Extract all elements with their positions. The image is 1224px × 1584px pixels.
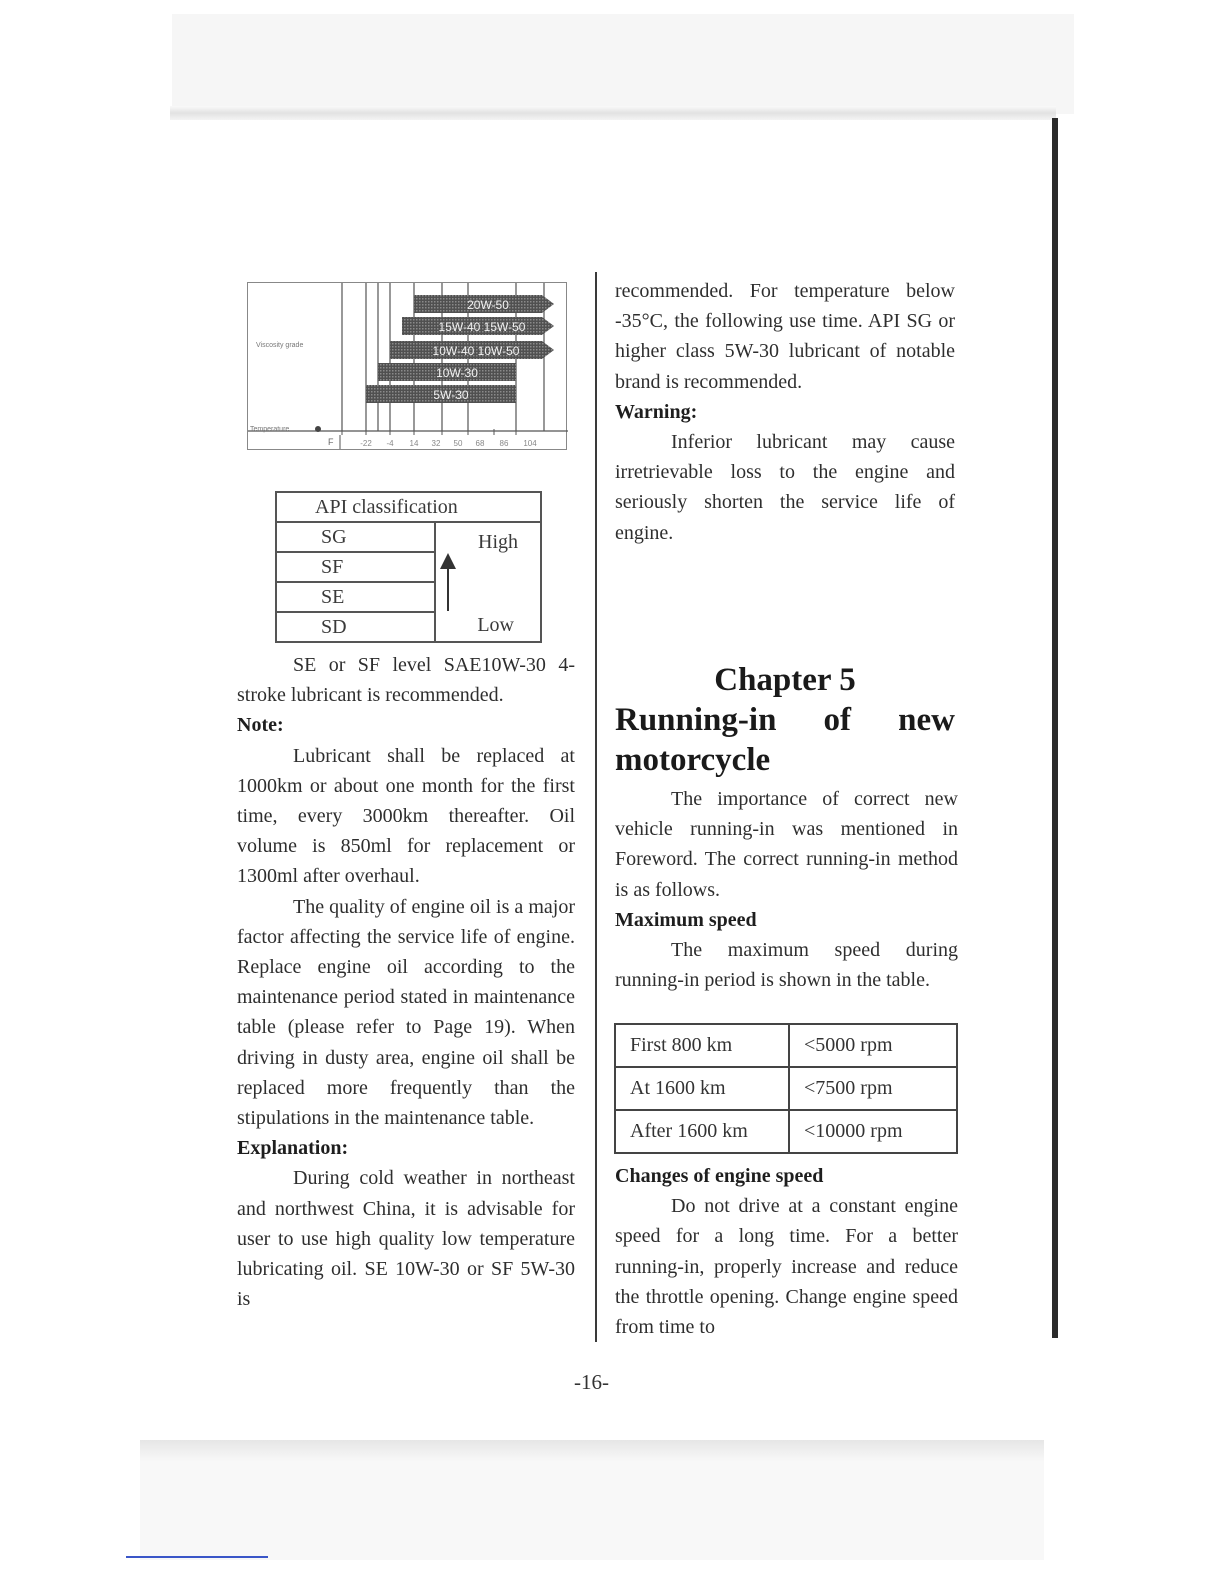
speed-distance: First 800 km [615,1024,789,1067]
api-grade-se: SE [276,582,435,612]
chapter-title-line-2: motorcycle [615,742,771,778]
viscosity-band-label: 15W-40 15W-50 [438,320,526,334]
chapter-title-word-3: new [898,702,955,738]
speed-rpm: <5000 rpm [789,1024,957,1067]
explanation-label: Explanation: [237,1137,349,1160]
api-grade-sg: SG [276,522,435,552]
paragraph-max-speed: The maximum speed during running-in period is shown in the table. [615,939,958,992]
temperature-tick-label: 50 [453,439,463,448]
api-classification-table [275,491,542,643]
scan-edge-right [1052,118,1058,1338]
paragraph-oil-quality: The quality of engine oil is a major factor affecting the service life of engine. Replace engine oil according to the maintenance period stated in maintenance table (please refer to Page 19). When driving in dusty area, engine oil shall be replaced more frequently than the stipulations in the maintenance table. [237,895,575,1130]
temperature-tick-label: 86 [499,439,509,448]
viscosity-band-label: 10W-30 [436,366,478,380]
temperature-marker [315,426,321,432]
running-in-speed-table [614,1023,958,1154]
chapter-number: Chapter 5 [714,662,856,698]
api-table-header: API classification [276,492,541,522]
footnote-line [126,1556,268,1558]
temperature-tick-label: -22 [360,439,372,448]
viscosity-bands [366,295,554,403]
table-row [615,1067,957,1110]
table-row [615,1024,957,1067]
viscosity-chart [247,282,567,450]
speed-distance: After 1600 km [615,1110,789,1153]
page-number: -16- [574,1370,609,1394]
temperature-ticks [360,439,537,448]
paragraph-warning: Inferior lubricant may cause irretrievable loss to the engine and seriously shorten the service life of engine. [615,431,955,544]
chapter-heading [615,660,955,780]
paragraph-engine-speed: Do not drive at a constant engine speed for a long time. For a better running-in, properly increase and reduce the throttle opening. Change engine speed from time to [615,1195,958,1339]
temperature-tick-label: 32 [431,439,441,448]
temperature-tick-label: 68 [475,439,485,448]
speed-rpm: <7500 rpm [789,1067,957,1110]
right-column-text-bottom [615,784,958,995]
api-high-label: High [478,531,518,553]
api-grade-sd: SD [276,612,435,642]
chapter-title-word-2: of [823,702,852,738]
api-quality-scale [435,522,541,642]
paragraph-recommended-continued: recommended. For temperature below -35°C, the following use time. API SG or higher class 5W-30 lubricant of notable brand is recommended. [615,280,955,393]
engine-speed-label: Changes of engine speed [615,1165,824,1187]
paragraph-cold-weather: During cold weather in northeast and northwest China, it is advisable for user to use high quality low temperature lubricating oil. SE 10W-30 or SF 5W-30 is [237,1167,575,1311]
scan-edge-top [170,106,1056,120]
api-low-label: Low [477,614,514,636]
viscosity-chart-svg [248,283,568,451]
paragraph-running-in-intro: The importance of correct new vehicle running-in was mentioned in Foreword. The correct running-in method is as follows. [615,788,958,901]
temperature-tick-label: 14 [409,439,419,448]
chapter-title-line [615,700,955,740]
speed-rpm: <10000 rpm [789,1110,957,1153]
temperature-axis-label: Temperature [250,426,290,433]
left-column-text [237,650,575,1314]
api-grade-sf: SF [276,552,435,582]
table-row [615,1110,957,1153]
arrow-up-icon [436,551,466,611]
viscosity-band-label: 20W-50 [467,298,509,312]
temperature-unit: F [328,437,334,447]
scan-shadow-bottom [140,1440,1044,1560]
chapter-title-word-1: Running-in [615,702,777,738]
note-label: Note: [237,714,284,737]
right-column-text-end [615,1161,958,1342]
speed-distance: At 1600 km [615,1067,789,1110]
viscosity-axis-label: Viscosity grade [256,342,304,349]
right-column-text-top [615,276,955,548]
max-speed-label: Maximum speed [615,908,757,931]
temperature-tick-label: 104 [523,439,537,448]
paragraph-recommendation: SE or SF level SAE10W-30 4-stroke lubricant is recommended. [237,654,575,707]
viscosity-band-label: 10W-40 10W-50 [432,344,520,358]
warning-label: Warning: [615,400,698,423]
paragraph-replacement: Lubricant shall be replaced at 1000km or about one month for the first time, every 3000km thereafter. Oil volume is 850ml for replacement or 1300ml after overhaul. [237,744,575,888]
viscosity-band-label: 5W-30 [433,388,469,402]
scan-shadow-top [172,14,1074,114]
temperature-tick-label: -4 [386,439,394,448]
column-divider [595,272,597,1342]
